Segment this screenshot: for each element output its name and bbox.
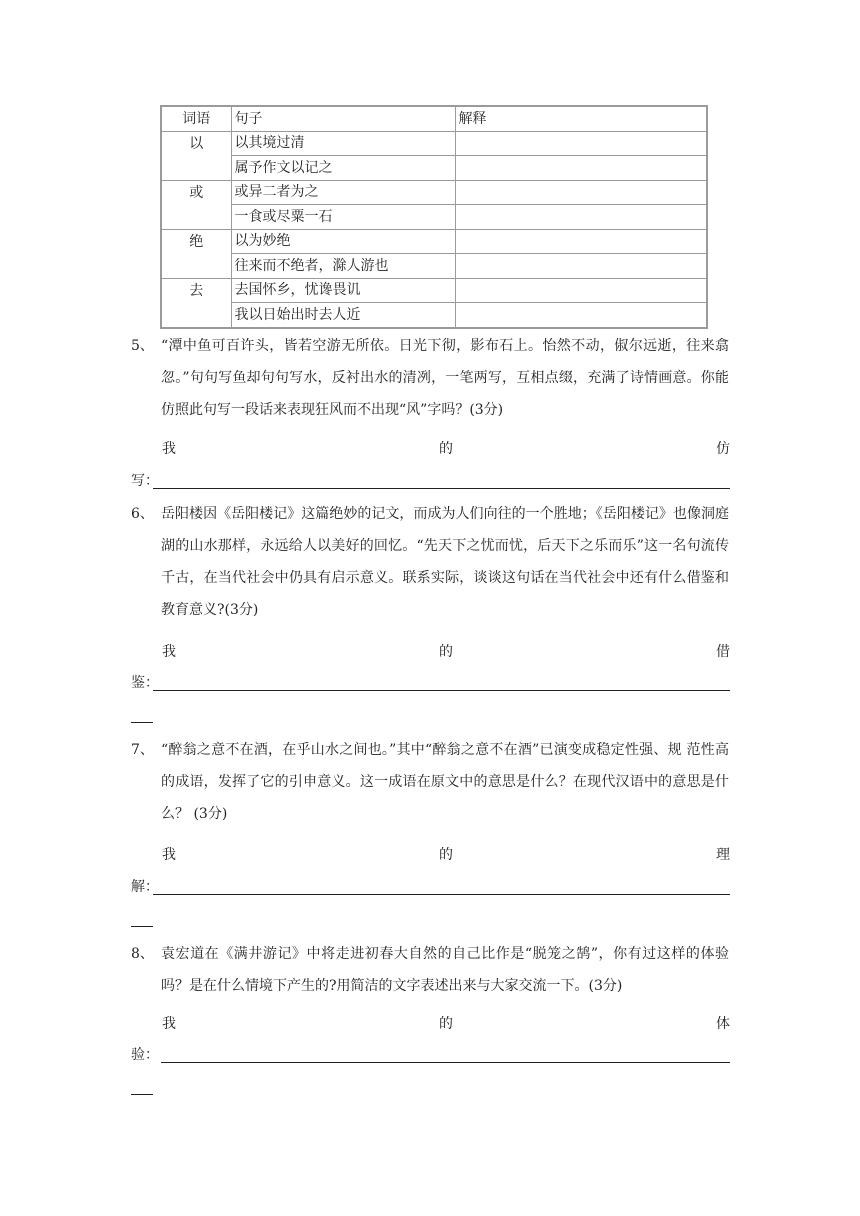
explanation-cell[interactable] <box>455 156 707 181</box>
table-row <box>161 303 707 328</box>
question-text: 岳阳楼因《岳阳楼记》这篇绝妙的记文，而成为人们向往的一个胜地；《岳阳楼记》也像洞庭湖的山水那样，永远给人以美好的回忆。“先天下之忧而忧，后天下之乐而乐”这一名句流传千古，在当代社会中仍具有启示意义。联系实际，谈谈这句话在当代社会中还有什么借鉴和教育意义?(3分) <box>161 506 729 618</box>
answer-rule-continuation <box>131 1094 153 1095</box>
question-7 <box>131 734 729 830</box>
word-cell: 去 <box>161 278 231 328</box>
sentence-cell: 去国怀乡，忧谗畏讥 <box>231 278 455 303</box>
table-header-row <box>161 106 707 131</box>
sentence-cell: 属予作文以记之 <box>231 156 455 181</box>
answer-line[interactable] <box>131 470 730 494</box>
table-row <box>161 205 707 230</box>
question-5 <box>131 330 729 426</box>
explanation-cell[interactable] <box>455 131 707 156</box>
answer-prompt-char: 体 <box>716 1016 730 1032</box>
answer-prompt-char: 我 <box>162 644 176 660</box>
answer-prompt-char: 我 <box>162 1016 176 1032</box>
answer-prompt <box>162 1013 730 1037</box>
question-number: 7、 <box>131 742 154 758</box>
question-number: 8、 <box>131 946 154 962</box>
explanation-cell[interactable] <box>455 205 707 230</box>
answer-label: 验： <box>131 1047 159 1063</box>
question-number: 5、 <box>131 338 154 354</box>
answer-rule <box>153 690 730 691</box>
sentence-cell: 往来而不绝者，滁人游也 <box>231 254 455 279</box>
explanation-cell[interactable] <box>455 180 707 205</box>
answer-prompt-char: 的 <box>439 441 453 457</box>
word-cell: 或 <box>161 180 231 229</box>
answer-line[interactable] <box>131 876 730 900</box>
question-8 <box>131 938 729 1002</box>
sentence-cell: 以其境过清 <box>231 131 455 156</box>
answer-prompt-char: 我 <box>162 847 176 863</box>
answer-prompt-char: 的 <box>439 644 453 660</box>
answer-label: 写： <box>131 473 159 489</box>
answer-prompt-char: 借 <box>716 644 730 660</box>
word-cell: 绝 <box>161 229 231 278</box>
answer-prompt-char: 的 <box>439 847 453 863</box>
answer-line[interactable] <box>131 1044 730 1068</box>
vocabulary-table <box>160 105 708 329</box>
table-row <box>161 229 707 254</box>
answer-line[interactable] <box>131 672 730 696</box>
question-text: “潭中鱼可百许头，皆若空游无所依。日光下彻，影布石上。怡然不动，俶尔远逝，往来翕忽。”句句写鱼却句句写水，反衬出水的清冽，一笔两写，互相点缀，充满了诗情画意。你能仿照此句写一段话来表现狂风而不出现“风”字吗？(3分) <box>161 338 729 418</box>
word-cell: 以 <box>161 131 231 180</box>
answer-rule-continuation <box>131 926 153 927</box>
answer-prompt-char: 我 <box>162 441 176 457</box>
answer-prompt <box>162 438 730 462</box>
answer-prompt-char: 仿 <box>716 441 730 457</box>
answer-prompt-char: 的 <box>439 1016 453 1032</box>
header-word: 词语 <box>161 106 231 131</box>
sentence-cell: 一食或尽粟一石 <box>231 205 455 230</box>
answer-prompt <box>162 844 730 868</box>
table-row <box>161 180 707 205</box>
table-row <box>161 156 707 181</box>
explanation-cell[interactable] <box>455 254 707 279</box>
question-text: 袁宏道在《满井游记》中将走进初春大自然的自己比作是“脱笼之鹄”，你有过这样的体验吗？是在什么情境下产生的?用简洁的文字表述出来与大家交流一下。(3分) <box>161 946 729 994</box>
explanation-cell[interactable] <box>455 278 707 303</box>
sentence-cell: 或异二者为之 <box>231 180 455 205</box>
question-text: “醉翁之意不在酒，在乎山水之间也。”其中“醉翁之意不在酒”已演变成稳定性强、规 范性高的成语，发挥了它的引申意义。这一成语在原文中的意思是什么？在现代汉语中的意思是什么？ (3分) <box>161 742 729 822</box>
answer-prompt <box>162 641 730 665</box>
answer-label: 解： <box>131 879 159 895</box>
answer-rule <box>153 488 730 489</box>
sentence-cell: 以为妙绝 <box>231 229 455 254</box>
explanation-cell[interactable] <box>455 229 707 254</box>
answer-rule-continuation <box>131 722 153 723</box>
answer-prompt-char: 理 <box>716 847 730 863</box>
answer-rule <box>161 1062 730 1063</box>
answer-label: 鉴： <box>131 675 159 691</box>
header-sentence: 句子 <box>231 106 455 131</box>
table-row <box>161 278 707 303</box>
question-6 <box>131 498 729 626</box>
header-explanation: 解释 <box>455 106 707 131</box>
question-number: 6、 <box>131 506 154 522</box>
table-row <box>161 131 707 156</box>
table-row <box>161 254 707 279</box>
answer-rule <box>153 894 730 895</box>
sentence-cell: 我以日始出时去人近 <box>231 303 455 328</box>
explanation-cell[interactable] <box>455 303 707 328</box>
